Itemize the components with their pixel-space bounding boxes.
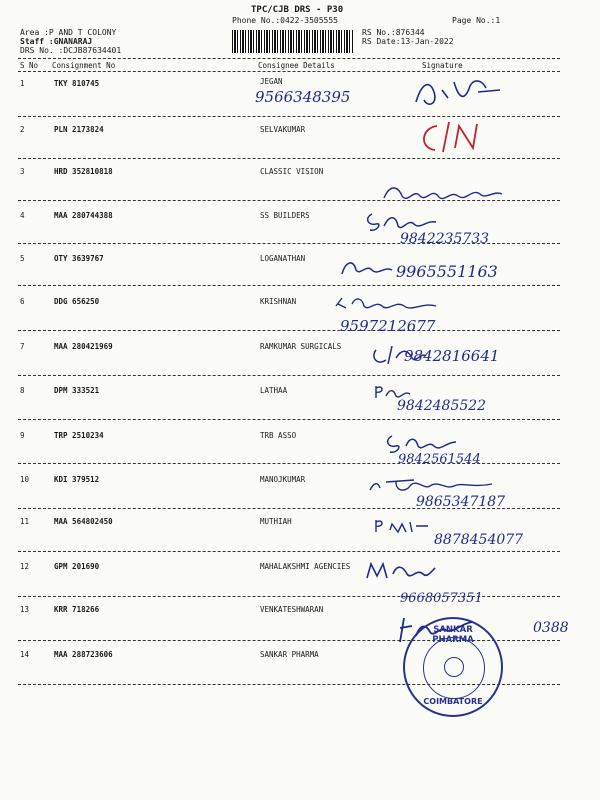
row-consignee: RAMKUMAR SURGICALS bbox=[260, 342, 342, 351]
document-title: TPC/CJB DRS - P30 bbox=[251, 5, 344, 15]
handwritten-phone-11: 8878454077 bbox=[434, 532, 524, 548]
row-consignee: MUTHIAH bbox=[260, 517, 292, 526]
handwritten-phone-1: 9566348395 bbox=[255, 88, 351, 106]
row-consignment: MAA 288723606 bbox=[54, 650, 113, 659]
rs-number: RS No.:876344 bbox=[362, 28, 425, 37]
area-label: Area :P AND T COLONY bbox=[20, 28, 117, 37]
row-sno: 11 bbox=[20, 517, 30, 526]
row-sno: 12 bbox=[20, 562, 30, 571]
row-consignment: TKY 810745 bbox=[54, 79, 100, 88]
row-divider bbox=[18, 285, 560, 286]
row-consignment: KRR 718266 bbox=[54, 605, 100, 614]
company-stamp bbox=[403, 617, 503, 717]
row-divider bbox=[18, 330, 560, 331]
handwritten-phone-7: 9842816641 bbox=[404, 347, 500, 365]
row-consignment: MAA 280421969 bbox=[54, 342, 113, 351]
handwritten-phone-12: 9668057351 bbox=[400, 591, 483, 606]
row-consignment: PLN 2173824 bbox=[54, 125, 104, 134]
row-divider bbox=[18, 419, 560, 420]
row-sno: 13 bbox=[20, 605, 30, 614]
row-consignment: GPM 201690 bbox=[54, 562, 100, 571]
row-sno: 2 bbox=[20, 125, 25, 134]
row-consignee: LOGANATHAN bbox=[260, 254, 306, 263]
row-consignee: TRB ASSO bbox=[260, 431, 297, 440]
row-consignee: SELVAKUMAR bbox=[260, 125, 306, 134]
row-sno: 9 bbox=[20, 431, 25, 440]
row-consignment: DDG 656250 bbox=[54, 297, 100, 306]
signature-6 bbox=[332, 292, 442, 314]
row-sno: 7 bbox=[20, 342, 25, 351]
row-sno: 3 bbox=[20, 167, 25, 176]
row-consignee: LATHAA bbox=[260, 386, 288, 395]
row-consignment: OTY 3639767 bbox=[54, 254, 104, 263]
stamp-name: SANKAR PHARMA bbox=[432, 625, 474, 645]
phone-number: Phone No.:0422-3505555 bbox=[232, 16, 338, 25]
row-divider bbox=[18, 551, 560, 552]
row-consignee: CLASSIC VISION bbox=[260, 167, 324, 176]
handwritten-phone-10: 9865347187 bbox=[416, 494, 506, 510]
row-consignment: HRD 352810818 bbox=[54, 167, 113, 176]
row-sno: 4 bbox=[20, 211, 25, 220]
signature-3 bbox=[380, 180, 505, 206]
row-sno: 14 bbox=[20, 650, 30, 659]
handwritten-phone-13: 0388 bbox=[533, 620, 569, 636]
row-consignee: JEGAN bbox=[260, 77, 283, 86]
page-number: Page No.:1 bbox=[452, 16, 501, 25]
signature-5 bbox=[336, 254, 396, 280]
row-sno: 6 bbox=[20, 297, 25, 306]
row-sno: 1 bbox=[20, 79, 25, 88]
row-consignee: SS BUILDERS bbox=[260, 211, 310, 220]
row-consignee: SANKAR PHARMA bbox=[260, 650, 319, 659]
row-consignment: DPM 333521 bbox=[54, 386, 100, 395]
handwritten-phone-8: 9842485522 bbox=[397, 398, 487, 414]
handwritten-phone-6: 9597212677 bbox=[340, 317, 436, 335]
stamp-logo-icon bbox=[444, 657, 464, 677]
row-consignment: MAA 280744388 bbox=[54, 211, 113, 220]
divider bbox=[18, 58, 560, 59]
signature-2 bbox=[415, 118, 485, 154]
row-sno: 10 bbox=[20, 475, 30, 484]
column-header-sno: S No bbox=[20, 61, 39, 70]
divider bbox=[18, 71, 560, 72]
row-consignment: KDI 379512 bbox=[54, 475, 100, 484]
signature-12 bbox=[363, 558, 438, 586]
stamp-city: COIMBATORE bbox=[423, 697, 483, 706]
row-consignment: TRP 2510234 bbox=[54, 431, 104, 440]
column-header-consignment: Consignment No bbox=[52, 61, 116, 70]
staff-label: Staff :GNANARAJ bbox=[20, 37, 93, 46]
row-consignment: MAA 564802450 bbox=[54, 517, 113, 526]
handwritten-phone-5: 9965551163 bbox=[396, 262, 498, 281]
handwritten-phone-9: 9842561544 bbox=[398, 452, 481, 467]
row-consignee: KRISHNAN bbox=[260, 297, 297, 306]
handwritten-phone-4: 9842235733 bbox=[400, 231, 490, 247]
row-sno: 5 bbox=[20, 254, 25, 263]
row-divider bbox=[18, 375, 560, 376]
row-divider bbox=[18, 158, 560, 159]
column-header-signature: Signature bbox=[422, 61, 463, 70]
signature-1 bbox=[408, 74, 503, 112]
column-header-consignee: Consignee Details bbox=[258, 61, 335, 70]
row-consignee: MAHALAKSHMI AGENCIES bbox=[260, 562, 351, 571]
row-consignee: VENKATESHWARAN bbox=[260, 605, 324, 614]
row-sno: 8 bbox=[20, 386, 25, 395]
rs-date: RS Date:13-Jan-2022 bbox=[362, 37, 454, 46]
barcode-image bbox=[232, 30, 354, 53]
row-divider bbox=[18, 116, 560, 117]
drs-number: DRS No. :DCJB87634401 bbox=[20, 46, 122, 55]
row-consignee: MANOJKUMAR bbox=[260, 475, 306, 484]
